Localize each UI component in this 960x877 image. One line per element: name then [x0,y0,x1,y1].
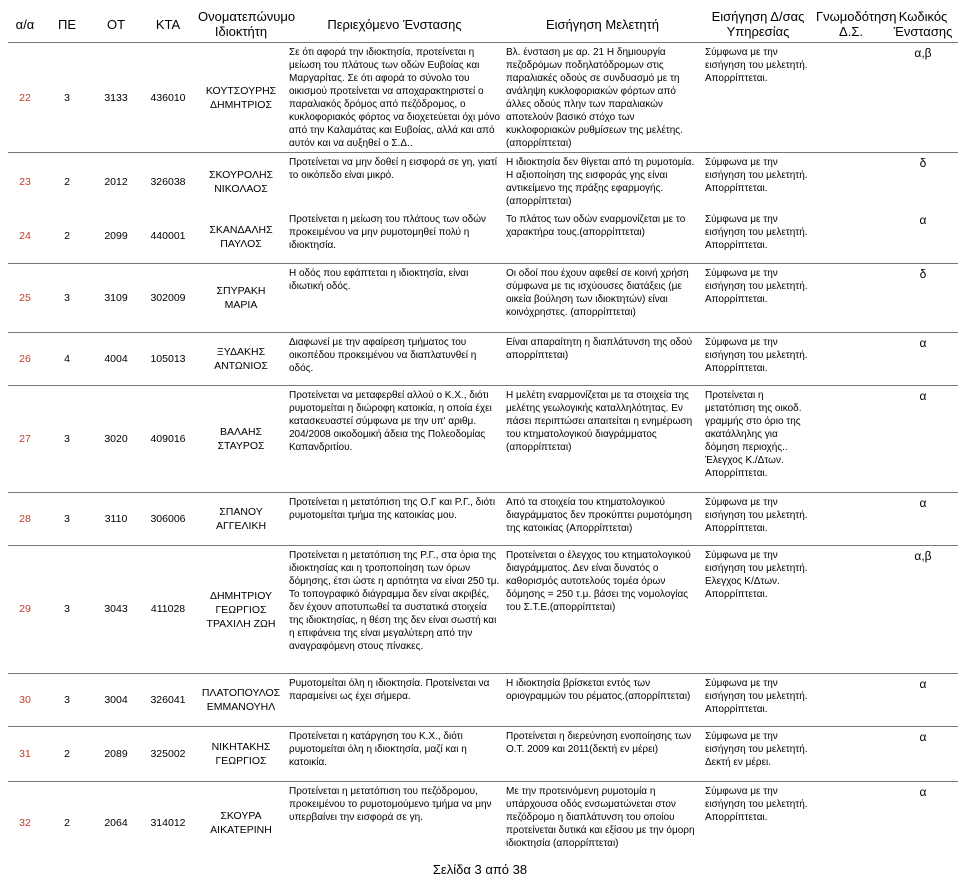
row-owner: ΠΛΑΤΟΠΟΥΛΟΣ ΕΜΜΑΝΟΥΗΛ [196,673,286,726]
table-row [8,332,958,385]
row-code: α [888,332,958,385]
row-content: Προτείνεται να μην δοθεί η εισφορά σε γη, γιατί το οικόπεδο είναι μικρό. [286,153,503,211]
row-aa: 32 [8,781,42,864]
row-pe: 2 [42,781,92,864]
row-ot: 3109 [92,263,140,332]
row-code: δ [888,153,958,211]
row-content: Ρυμοτομείται όλη η ιδιοκτησία. Προτείνεται να παραμείνει ως έχει σήμερα. [286,673,503,726]
table-row [8,492,958,545]
row-kta: 325002 [140,726,196,781]
row-code: α,β [888,545,958,673]
row-kta: 326038 [140,153,196,211]
row-content: Η οδός που εφάπτεται η ιδιοκτησία, είναι ιδιωτική οδός. [286,263,503,332]
row-pe: 2 [42,153,92,211]
row-council [814,210,888,263]
row-ot: 3004 [92,673,140,726]
row-kta: 302009 [140,263,196,332]
row-study: Προτείνεται η διερεύνηση ενοποίησης των Ο.Τ. 2009 και 2011(δεκτή εν μέρει) [503,726,702,781]
row-study: Η μελέτη εναρμονίζεται με τα στοιχεία της μελέτης γεωλογικής καταλληλότητας. Εν πάσει περιπτώσει απαιτείται η ενημέρωση του κτηματολογικού διαγράμματος (απορρίπτεται) [503,385,702,492]
row-kta: 306006 [140,492,196,545]
row-study: Από τα στοιχεία του κτηματολογικού διαγράμματος δεν προκύπτει ρυμοτόμηση της κατοικίας (Απορρίπτεται) [503,492,702,545]
row-study: Βλ. ένσταση με αρ. 21 Η δημιουργία πεζοδρόμων ποδηλατόδρομων στις παραλιακές οδούς σε συνδυασμό με τη ανάληψη κυκλοφοριακών φόρτων από άλλες οδούς πλην των παραλιακών αποτελούν βασικό στόχο των κυκλοφοριακών ρυθμίσεων της μελέτης. (απορρίπτεται) [503,43,702,153]
row-content: Διαφωνεί με την αφαίρεση τμήματος του οικοπέδου προκειμένου να διαπλατυνθεί η οδός. [286,332,503,385]
row-ot: 2099 [104,230,128,243]
row-pe: 3 [42,385,92,492]
row-content: Προτείνεται η μετατόπιση του πεζόδρομου, προκειμένου το ρυμοτομούμενο τμήμα να μην υπερβαίνει την εισφορά σε γη. [286,781,503,864]
row-code: δ [888,263,958,332]
row-owner: ΒΑΛΑΗΣ ΣΤΑΥΡΟΣ [196,385,286,492]
row-pe: 3 [42,43,92,153]
row-kta: 440001 [150,230,186,243]
row-council [814,385,888,492]
header-council: Γνωμοδότηση Δ.Σ. [816,9,897,39]
row-service: Σύμφωνα με την εισήγηση του μελετητή. Ελεγχος Κ/Δτων. Απορρίπτεται. [702,545,814,673]
row-pe: 3 [42,492,92,545]
row-owner: ΞΥΔΑΚΗΣ ΑΝΤΩΝΙΟΣ [196,332,286,385]
row-council [814,492,888,545]
row-owner: ΔΗΜΗΤΡΙΟΥ ΓΕΩΡΓΙΟΣ ΤΡΑΧΙΛΗ ΖΩΗ [196,545,286,673]
row-ot: 2012 [92,153,140,211]
header-owner: Ονοματεπώνυμο Ιδιοκτήτη [198,9,296,39]
row-aa: 29 [8,545,42,673]
header-code: Κωδικός Ένστασης [893,9,953,39]
objections-table [8,6,958,864]
table-row [8,385,958,492]
row-content: Προτείνεται η μείωση του πλάτους των οδών προκειμένου να μην ρυμοτομηθεί πολύ η ιδιοκτησία. [289,214,487,251]
header-aa: α/α [15,16,35,32]
table-row [8,153,958,211]
row-owner: ΣΠΥΡΑΚΗ ΜΑΡΙΑ [196,263,286,332]
row-study: Με την προτεινόμενη ρυμοτομία η υπάρχουσα οδός ενσωματώνεται στον πεζόδρομο η διαπλάτυνση του οποίου προτείνεται δυτικά και εξίσου με την όμορη ιδιοκτησία (απορρίπτεται) [503,781,702,864]
row-owner: ΣΚΟΥΡΟΛΗΣ ΝΙΚΟΛΑΟΣ [196,153,286,211]
row-aa: 24 [19,230,31,243]
row-council [814,263,888,332]
row-ot: 4004 [92,332,140,385]
row-council [814,726,888,781]
row-pe: 3 [42,545,92,673]
table-row [8,210,958,263]
table-row [8,673,958,726]
row-council [814,673,888,726]
row-council [814,332,888,385]
header-ot: ΟΤ [106,16,126,32]
row-service: Σύμφωνα με την εισήγηση του μελετητή. Απορρίπτεται. [702,332,814,385]
row-aa: 31 [8,726,42,781]
row-aa: 23 [8,153,42,211]
row-ot: 3020 [92,385,140,492]
row-ot: 3043 [92,545,140,673]
row-service: Σύμφωνα με την εισήγηση του μελετητή. Απορρίπτεται. [702,781,814,864]
row-council [814,781,888,864]
row-study: Προτείνεται ο έλεγχος του κτηματολογικού διαγράμματος. Δεν είναι δυνατός ο καθορισμός αυτοτελούς τομέα όρων δόμησης = 250 τ.μ. βάσει της νομολογίας του Σ.Τ.Ε.(απορρίπτεται) [503,545,702,673]
row-code: α [888,385,958,492]
row-owner: ΣΚΟΥΡΑ ΑΙΚΑΤΕΡΙΝΗ [196,781,286,864]
table-row [8,545,958,673]
row-aa: 25 [8,263,42,332]
row-code: α [919,213,927,227]
row-content: Προτείνεται να μεταφερθεί αλλού ο Κ.Χ., διότι ρυμοτομείται η διώροφη κατοικία, η οποία έχει κατασκευαστεί σύμφωνα με την υπ' αριθμ. 204/2008 οικοδομική άδεια της Πολεοδομίας Καπανδριτίου. [286,385,503,492]
row-kta: 326041 [140,673,196,726]
row-pe: 3 [42,673,92,726]
row-service: Σύμφωνα με την εισήγηση του μελετητή. Απορρίπτεται. [705,214,808,251]
row-study: Είναι απαραίτητη η διαπλάτυνση της οδού απορρίπτεται) [503,332,702,385]
row-code: α [888,492,958,545]
row-study: Η ιδιοκτησία δεν θίγεται από τη ρυμοτομία. Η αξιοποίηση της εισφοράς γης είναι αντικείμενο της πράξης εφαρμογής.(απορρίπτεται) [503,153,702,211]
row-service: Σύμφωνα με την εισήγηση του μελετητή. Απορρίπτεται. [702,492,814,545]
row-content: Σε ότι αφορά την ιδιοκτησία, προτείνεται η μείωση του πλάτους των οδών Ευβοίας και Μαργαρίτας. Σε ότι αφορά το σύνολο του οικισμού προτείνεται να αποχαρακτηριστεί ο παραλιακός δρόμος από πεζόδρομος, ο κυκλοφοριακός φόρτος να διοχετεύεται όχι μόνο από την Καλαμάτας και Ευβοίας, αλλά και από αυτόν και να αυξηθεί ο Σ.Δ.. [286,43,503,153]
row-service: Σύμφωνα με την εισήγηση του μελετητή. Απορρίπτεται. [702,673,814,726]
row-ot: 2064 [92,781,140,864]
row-content: Προτείνεται η μετατόπιση της Ο.Γ και Ρ.Γ., διότι ρυμοτομείται τμήμα της κατοικίας μου. [286,492,503,545]
row-service: Σύμφωνα με την εισήγηση του μελετητή. Απορρίπτεται. [702,263,814,332]
row-content: Προτείνεται η κατάργηση του Κ.Χ., διότι ρυμοτομείται όλη η ιδιοκτησία, μαζί και η κατοικία. [286,726,503,781]
row-owner: ΚΟΥΤΣΟΥΡΗΣ ΔΗΜΗΤΡΙΟΣ [196,43,286,153]
row-kta: 436010 [140,43,196,153]
row-study: Το πλάτος των οδών εναρμονίζεται με το χαρακτήρα τους.(απορρίπτεται) [506,214,686,238]
row-service: Σύμφωνα με την εισήγηση του μελετητή. Απορρίπτεται. [702,43,814,153]
row-pe: 2 [42,726,92,781]
row-code: α,β [888,43,958,153]
header-row [8,6,958,43]
row-service: Προτείνεται η μετατόπιση της οικοδ. γραμμής στο όριο της ακατάλληλης για δόμηση περιοχής.. Έλεγχος Κ./Δτων. Απορρίπτεται. [702,385,814,492]
row-aa: 22 [8,43,42,153]
header-kta: ΚΤΑ [155,16,181,32]
row-code: α [888,673,958,726]
row-service: Σύμφωνα με την εισήγηση του μελετητή. Απορρίπτεται. [702,153,814,211]
header-content: Περιεχόμενο Ένστασης [327,16,462,32]
row-council [814,545,888,673]
row-aa: 28 [8,492,42,545]
row-aa: 27 [8,385,42,492]
row-code: α [888,726,958,781]
row-council [814,43,888,153]
header-service: Εισήγηση Δ/σας Υπηρεσίας [711,9,805,39]
row-council [814,153,888,211]
row-ot: 3110 [92,492,140,545]
row-kta: 409016 [140,385,196,492]
table-row [8,781,958,864]
row-aa: 30 [8,673,42,726]
header-study: Εισήγηση Μελετητή [545,16,660,32]
row-study: Η ιδιοκτησία βρίσκεται εντός των οριογραμμών του ρέματος.(απορρίπτεται) [503,673,702,726]
row-owner: ΣΚΑΝΔΑΛΗΣ ΠΑΥΛΟΣ [209,223,273,250]
row-kta: 411028 [140,545,196,673]
row-code: α [888,781,958,864]
row-aa: 26 [8,332,42,385]
row-pe: 4 [42,332,92,385]
row-kta: 105013 [140,332,196,385]
table-row [8,726,958,781]
row-service: Σύμφωνα με την εισήγηση του μελετητή. Δεκτή εν μέρει. [702,726,814,781]
row-owner: ΝΙΚΗΤΑΚΗΣ ΓΕΩΡΓΙΟΣ [196,726,286,781]
row-pe: 2 [64,230,70,243]
row-kta: 314012 [140,781,196,864]
header-pe: ΠΕ [57,16,77,32]
row-ot: 2089 [92,726,140,781]
row-owner: ΣΠΑΝΟΥ ΑΓΓΕΛΙΚΗ [196,492,286,545]
row-study: Οι οδοί που έχουν αφεθεί σε κοινή χρήση σύμφωνα με τις ισχύουσες διατάξεις (με οικεία βούληση των ιδιοκτητών) είναι κοινόχρηστες. (απορρίπτεται) [503,263,702,332]
row-pe: 3 [42,263,92,332]
row-ot: 3133 [92,43,140,153]
row-content: Προτείνεται η μετατόπιση της Ρ.Γ., στα όρια της ιδιοκτησίας και η τροποποίηση των όρων δόμησης, έτσι ώστε η αρτιότητα να είναι 250 τμ. Το τοπογραφικό διάγραμμα δεν είναι ακριβές, δεν έχουν αποτυπωθεί τα συστατικά στοιχεία της ιδιοκτησίας, η θέση της δεν είναι σωστή και η επιφάνεια της είναι μεγαλύτερη από την αναγραφόμενη στους πίνακες. [286,545,503,673]
table-row [8,43,958,153]
page-footer: Σελίδα 3 από 38 [432,862,528,877]
table-row [8,263,958,332]
